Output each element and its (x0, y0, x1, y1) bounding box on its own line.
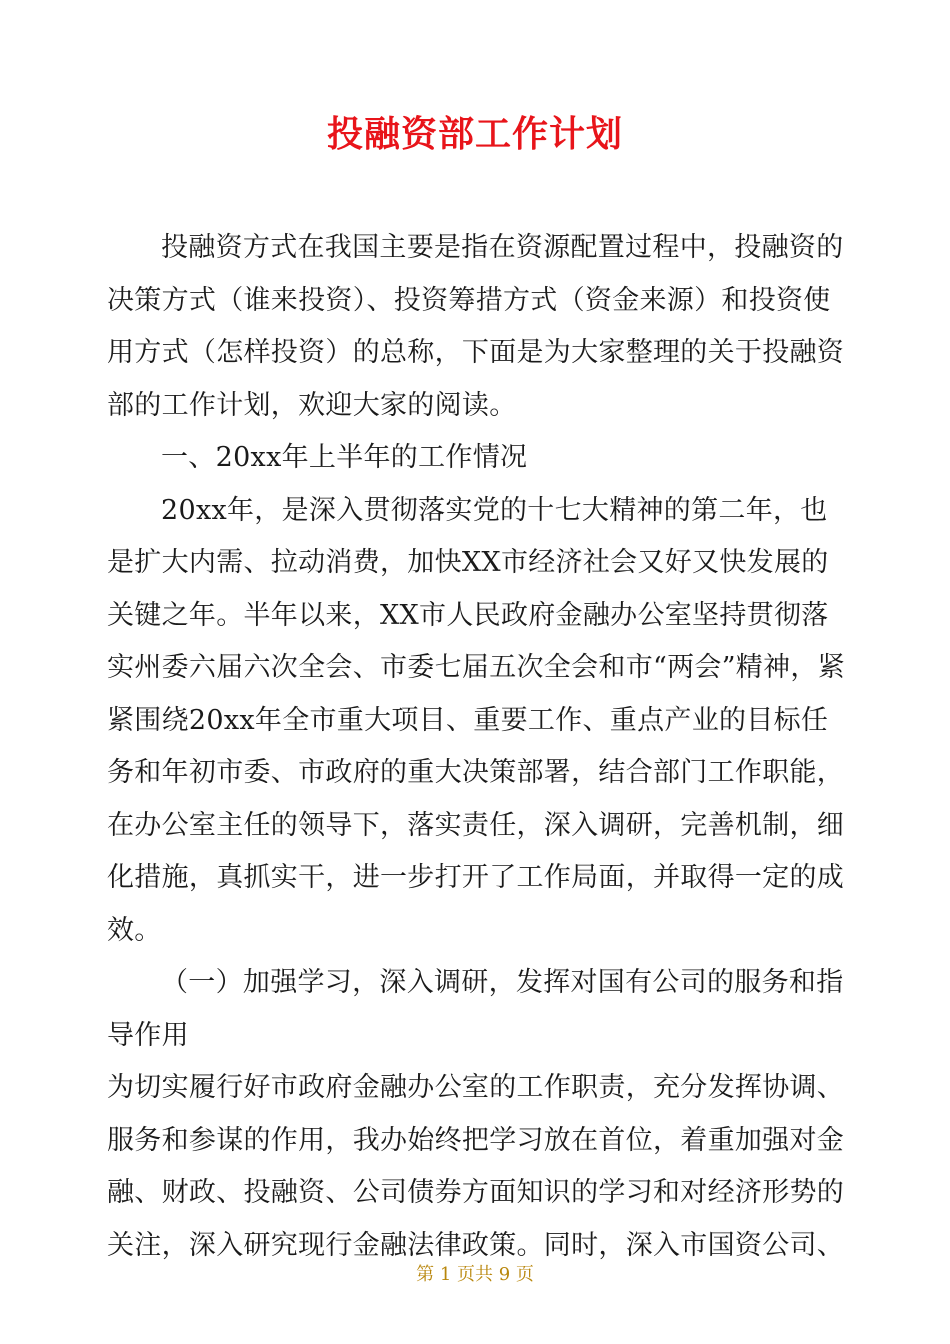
document-body (107, 222, 847, 1272)
page-footer: 第 1 页共 9 页 (416, 1264, 534, 1285)
document-title: 投融资部工作计划 (326, 113, 623, 155)
intro-paragraph: 投融资方式在我国主要是指在资源配置过程中，投融资的决策方式（谁来投资）、投资筹措方式（资金来源）和投资使用方式（怎样投资）的总称，下面是为大家整理的关于投融资部的工作计划，欢迎大家的阅读。 (107, 232, 845, 421)
work-summary-paragraph: 20xx年，是深入贯彻落实党的十七大精神的第二年，也是扩大内需、拉动消费，加快XX市经济社会又好又快发展的关键之年。半年以来，XX市人民政府金融办公室坚持贯彻落实州委六届六次全会、市委七届五次全会和市“两会”精神，紧紧围绕20xx年全市重大项目、重要工作、重点产业的目标任务和年初市委、市政府的重大决策部署，结合部门工作职能，在办公室主任的领导下，落实责任，深入调研，完善机制，细化措施，真抓实干，进一步打开了工作局面，并取得一定的成效。 (107, 494, 846, 946)
subsection-heading-study: （一）加强学习，深入调研，发挥对国有公司的服务和指导作用 (107, 967, 844, 1051)
study-paragraph: 为切实履行好市政府金融办公室的工作职责，充分发挥协调、服务和参谋的作用，我办始终把学习放在首位，着重加强对金融、财政、投融资、公司债券方面知识的学习和对经济形势的关注，深入研究现行金融法律政策。同时，深入市国资公司、 (107, 1072, 845, 1261)
section-heading-first-half: 一、20xx年上半年的工作情况 (161, 442, 528, 473)
